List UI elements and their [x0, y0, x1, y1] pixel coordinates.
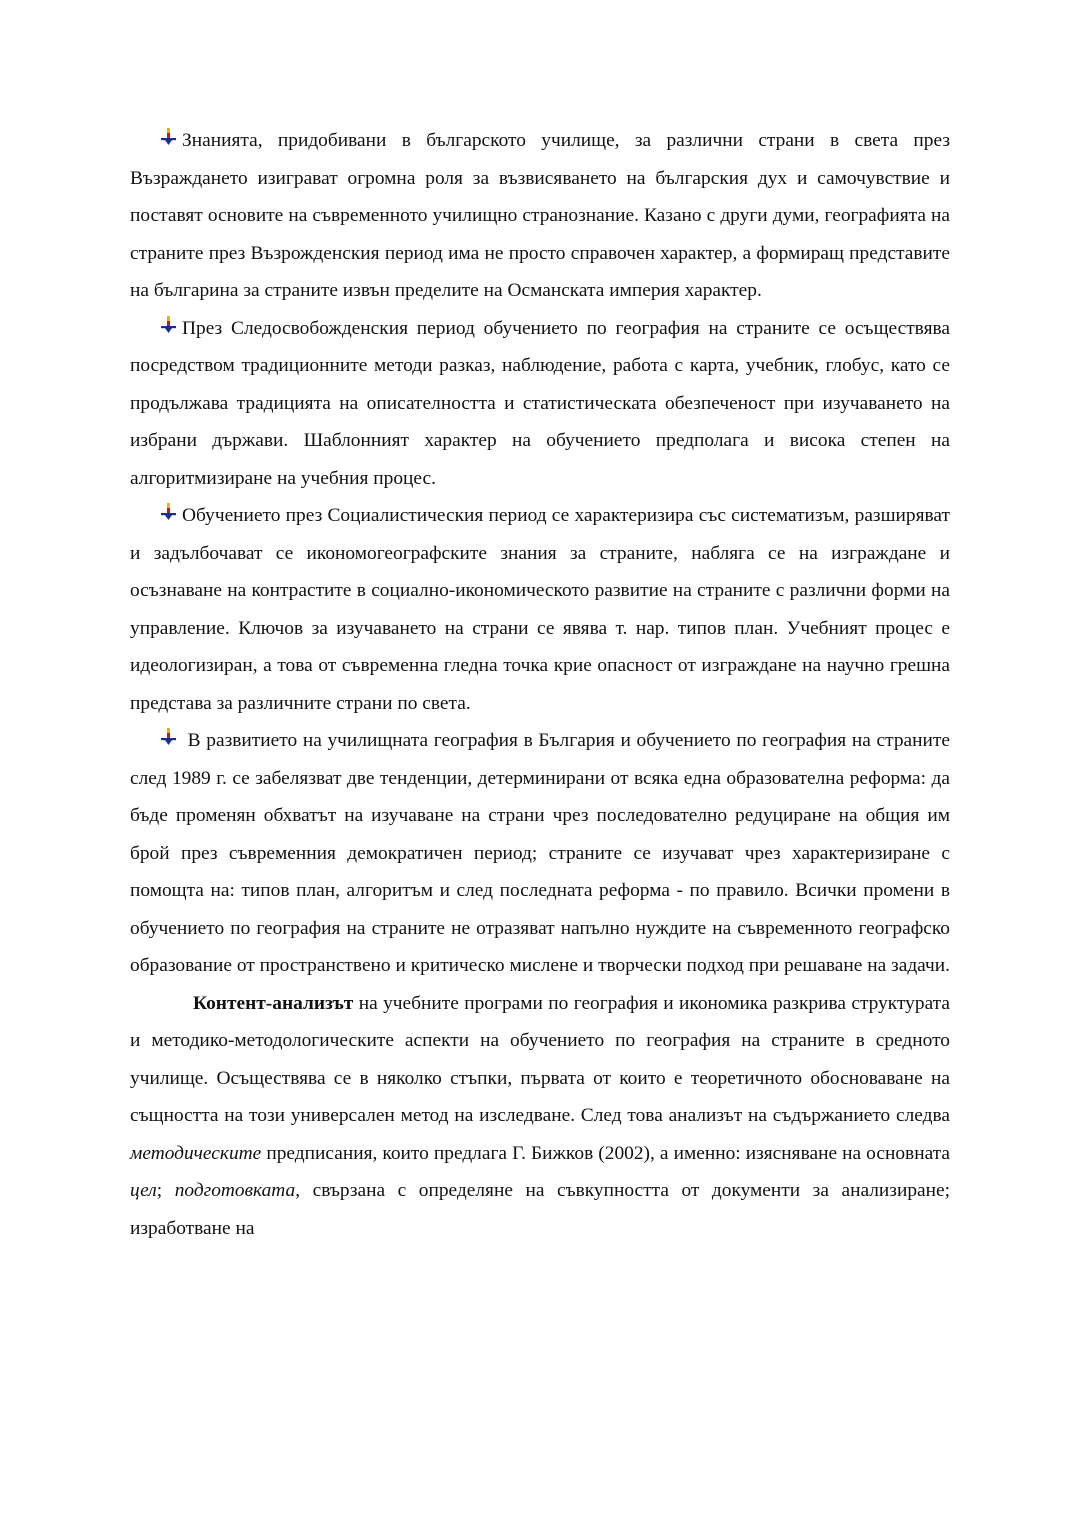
paragraph-content-analysis: [130, 985, 950, 1248]
paragraph-text-part: ;: [156, 1180, 175, 1201]
paragraph-text: Знанията, придобивани в българското училище, за различни страни в света през Възраждането изиграват огромна роля за възвисяването на българския дух и самочувствие и поставят основите на съвременното училищно странознание. Казано с други думи, географията на страните през Възрожденския период има не просто справочен характер, а формиращ представите на българина за страните извън пределите на Османската империя характер.: [130, 130, 950, 301]
paragraph-text: В развитието на училищната география в България и обучението по география на страните след 1989 г. се забелязват две тенденции, детерминирани от всяка една образователна реформа: да бъде променян обхватът на изучаване на страни чрез последователно редуциране на общия им брой през съвременния демократичен период; страните се изучават чрез характеризиране с помощта на: типов план, алгоритъм и след последната реформа - по правило. Всички промени в обучението по география на страните не отразяват напълно нуждите на съвременното географско образование от пространствено и критическо мислене и творчески подход при решаване на задачи.: [130, 730, 950, 976]
italic-term-methodical: методическите: [130, 1142, 262, 1164]
document-page: [130, 122, 950, 1247]
paragraph-revival: [130, 122, 950, 310]
paragraph-text-part: , свързана с определяне на съвкупността от документи за анализиране; изработване на: [130, 1180, 950, 1239]
content-analysis-term: Контент-анализът: [193, 992, 354, 1014]
paragraph-text-part: на учебните програми по география и икономика разкрива структурата и методико-методологическите аспекти на обучението по география на страните в средното училище. Осъществява се в няколко стъпки, първата от които е теоретичното обосноваване на същността на този универсален метод на изследване. След това анализът на съдържанието следва: [130, 992, 950, 1126]
paragraph-text: През Следосвобожденския период обучението по география на страните се осъществява посредством традиционните методи разказ, наблюдение, работа с карта, учебник, глобус, като се продължава традицията на описателността и статистическата обезпеченост при изучаването на избрани държави. Шаблонният характер на обучението предполага и висока степен на алгоритмизиране на учебния процес.: [130, 317, 950, 489]
arrow-down-icon: [160, 503, 182, 523]
arrow-down-icon: [160, 128, 182, 148]
italic-term-goal: цел: [130, 1180, 157, 1201]
italic-term-preparation: подготовката: [174, 1180, 296, 1201]
arrow-down-icon: [160, 728, 182, 748]
arrow-down-icon: [160, 316, 182, 336]
paragraph-text-part: предписания, които предлага Г. Бижков (2002), а именно: изясняване на основната: [261, 1142, 950, 1164]
paragraph-socialist: [130, 497, 950, 722]
paragraph-post-liberation: [130, 310, 950, 498]
paragraph-text: Обучението през Социалистическия период се характеризира със систематизъм, разширяват и задълбочават се икономогеографските знания за страните, набляга се на изграждане и осъзнаване на контрастите в социално-икономическото развитие на страните с различни форми на управление. Ключов за изучаването на страни се явява т. нар. типов план. Учебният процес е идеологизиран, а това от съвременна гледна точка крие опасност от изграждане на научно грешна представа за различните страни по света.: [130, 505, 950, 714]
paragraph-after-1989: [130, 722, 950, 985]
